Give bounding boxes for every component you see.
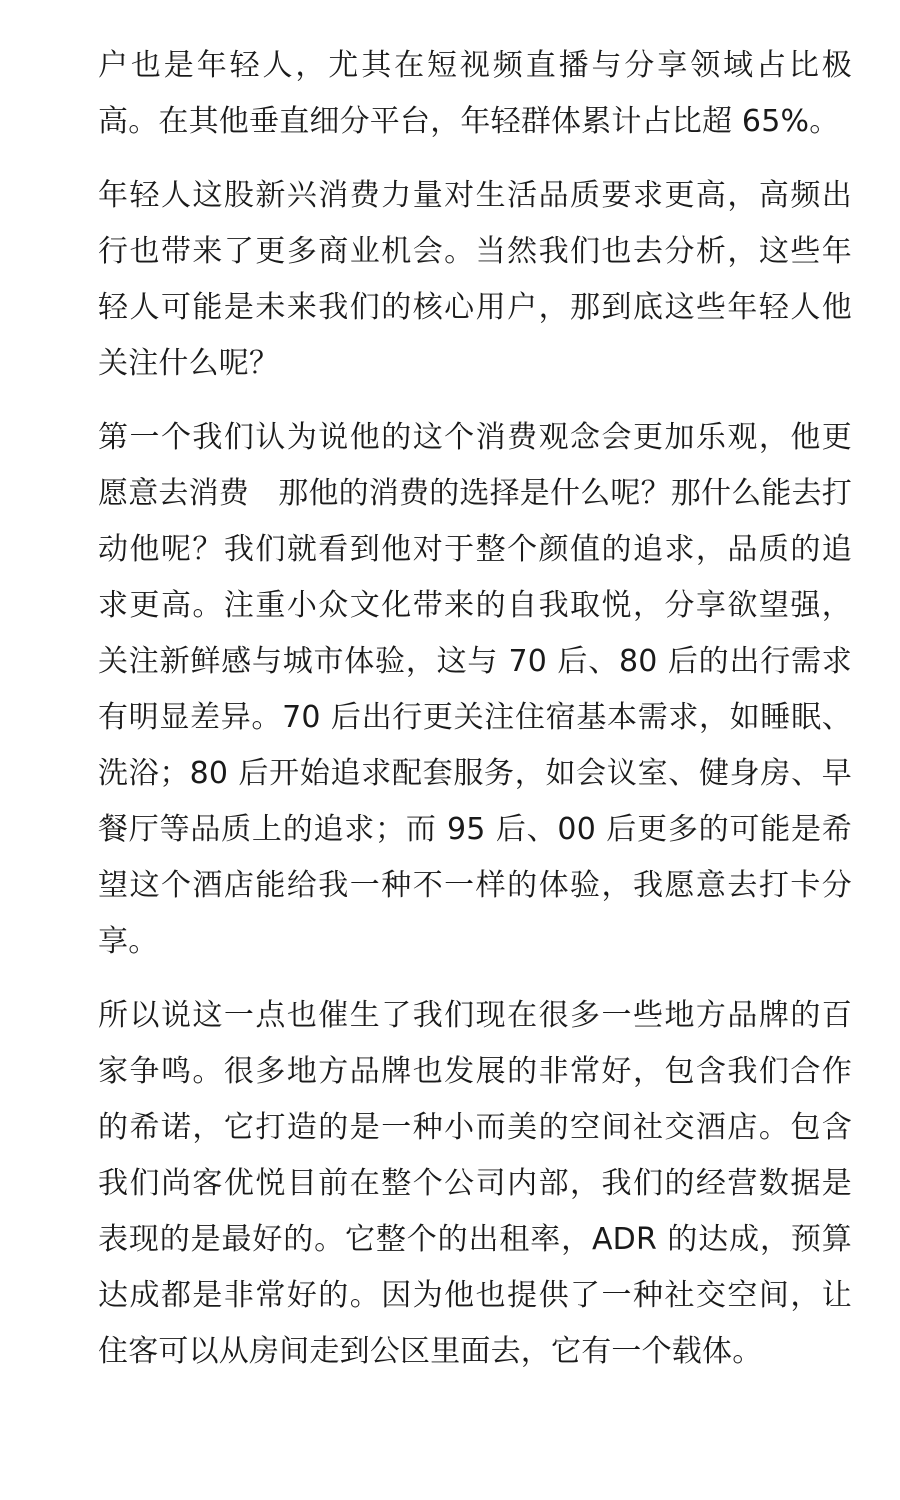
paragraph-consumption-concept: 第一个我们认为说他的这个消费观念会更加乐观，他更愿意去消费 那他的消费的选择是什么呢？那什么能去打动他呢？我们就看到他对于整个颜值的追求，品质的追求更高。注重小众文化带来的自我取悦，分享欲望强，关注新鲜感与城市体验，这与 70 后、80 后的出行需求有明显差异。70 后出行更关注住宿基本需求，如睡眠、洗浴；80 后开始追求配套服务，如会议室、健身房、早餐厅等品质上的追求；而 95 后、00 后更多的可能是希望这个酒店能给我一种不一样的体验，我愿意去打卡分享。: [98, 420, 853, 959]
paragraph-local-brands: 所以说这一点也催生了我们现在很多一些地方品牌的百家争鸣。很多地方品牌也发展的非常好，包含我们合作的希诺，它打造的是一种小而美的空间社交酒店。包含我们尚客优悦目前在整个公司内部，我们的经营数据是表现的是最好的。它整个的出租率，ADR 的达成，预算达成都是非常好的。因为他也提供了一种社交空间，让住客可以从房间走到公区里面去，它有一个载体。: [98, 998, 852, 1369]
paragraph-consumer-power: 年轻人这股新兴消费力量对生活品质要求更高，高频出行也带来了更多商业机会。当然我们也去分析，这些年轻人可能是未来我们的核心用户，那到底这些年轻人他关注什么呢？: [98, 178, 852, 381]
article-body: [98, 38, 852, 1380]
paragraph-young-users-share: 户也是年轻人，尤其在短视频直播与分享领域占比极高。在其他垂直细分平台，年轻群体累计占比超 65%。: [98, 48, 852, 139]
